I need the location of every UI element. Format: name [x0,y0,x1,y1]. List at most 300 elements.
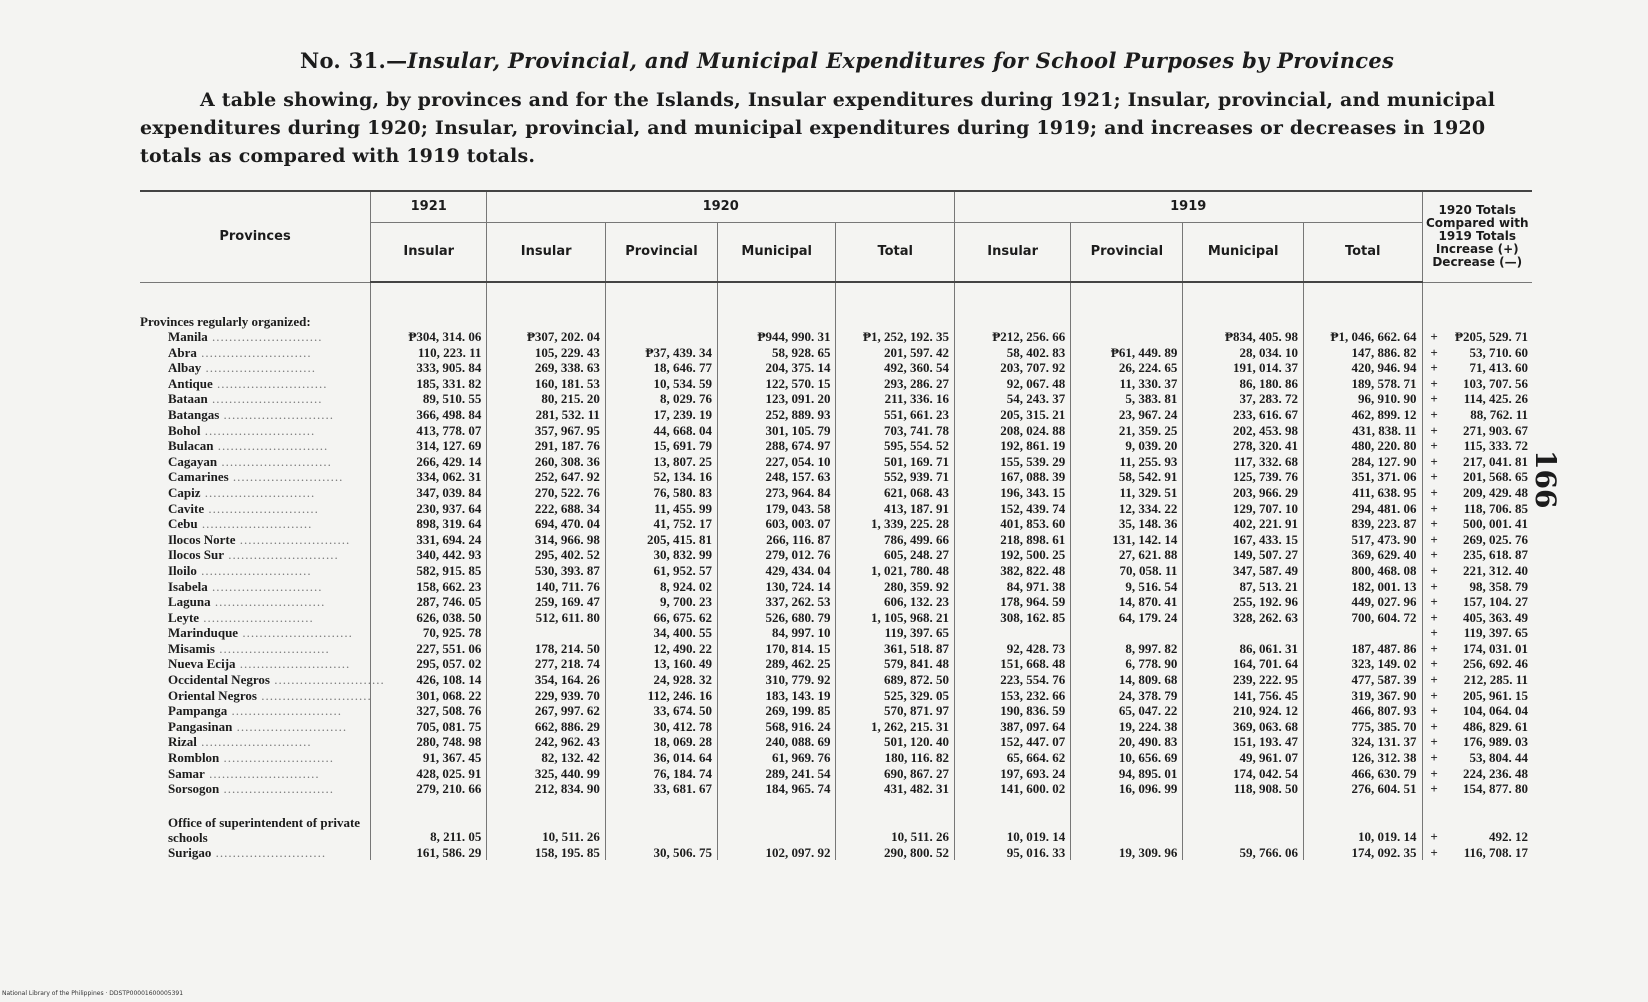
change-amount-cell: 157, 104. 27 [1463,594,1528,610]
change-amount-cell: 217, 041. 81 [1463,453,1528,469]
municipal-1920-cell: 204, 375. 14 [717,360,836,376]
total-1919-cell: 480, 220. 80 [1304,438,1423,454]
provincial-1920-cell: 36, 014. 64 [605,750,717,766]
insular-1920-cell: 178, 214. 50 [487,641,606,657]
insular-1919-cell: 152, 439. 74 [954,501,1070,517]
total-1920-cell: 119, 397. 65 [836,625,955,641]
provincial-1919-cell: 16, 096. 99 [1071,781,1183,797]
municipal-1919-cell: 203, 966. 29 [1183,485,1304,501]
municipal-1920-cell: 603, 003. 07 [717,516,836,532]
province-name [140,797,371,845]
insular-1919-cell: 308, 162. 85 [954,610,1070,626]
total-1920-cell: 690, 867. 27 [836,766,955,782]
table-row [140,625,1532,641]
municipal-1919-cell: 191, 014. 37 [1183,360,1304,376]
change-sign-cell: + [1422,734,1446,750]
insular-1921-cell: ₱304, 314. 06 [371,329,487,345]
province-name-text: Batangas [168,406,220,422]
province-name-text: Nueva Ecija [168,656,236,672]
table-row [140,766,1532,782]
leader-dots: .......................... [196,344,312,360]
province-name-text: Samar [168,765,205,781]
insular-1920-cell: 291, 187. 76 [487,438,606,454]
change-amount-cell: 271, 903. 67 [1463,422,1528,438]
total-1919-cell: 187, 487. 86 [1304,641,1423,657]
header-1919-provincial: Provincial [1071,223,1183,283]
province-name-text: Leyte [168,609,200,625]
provincial-1919-cell: 27, 621. 88 [1071,547,1183,563]
municipal-1920-cell: 227, 054. 10 [717,454,836,470]
change-sign-cell: + [1422,329,1446,345]
table-title [300,48,1394,73]
change-sign-cell: + [1422,516,1446,532]
insular-1921-cell: 110, 223. 11 [371,345,487,361]
table-row [140,501,1532,517]
province-name [140,360,371,376]
total-1920-cell: 501, 120. 40 [836,734,955,750]
insular-1921-cell: 287, 746. 05 [371,594,487,610]
province-name [140,532,371,548]
provincial-1920-cell: 205, 415. 81 [605,532,717,548]
municipal-1920-cell: 568, 916. 24 [717,719,836,735]
insular-1921-cell: 366, 498. 84 [371,407,487,423]
municipal-1919-cell: 167, 433. 15 [1183,532,1304,548]
provincial-1920-cell: 13, 807. 25 [605,454,717,470]
province-name [140,579,371,595]
insular-1920-cell: 512, 611. 80 [487,610,606,626]
municipal-1919-cell: 233, 616. 67 [1183,407,1304,423]
insular-1921-cell: 426, 108. 14 [371,672,487,688]
total-1920-cell: 211, 336. 16 [836,391,955,407]
province-name [140,438,371,454]
table-row [140,781,1532,797]
province-name-text: Cebu [168,516,198,532]
province-name-text: Pampanga [168,703,228,719]
change-amount-cell: 235, 618. 87 [1463,547,1528,563]
province-name [140,734,371,750]
municipal-1919-cell: 59, 766. 06 [1183,845,1304,861]
insular-1921-cell: 185, 331. 82 [371,376,487,392]
municipal-1920-cell: 273, 964. 84 [717,485,836,501]
group-heading-row [140,291,1532,329]
provincial-1920-cell: 10, 534. 59 [605,376,717,392]
insular-1921-cell: 327, 508. 76 [371,703,487,719]
change-amount-cell: 176, 989. 03 [1463,734,1528,750]
municipal-1919-cell: 149, 507. 27 [1183,547,1304,563]
province-name-text: Albay [168,360,202,376]
provincial-1919-cell: 5, 383. 81 [1071,391,1183,407]
provincial-1920-cell: 30, 506. 75 [605,845,717,861]
provincial-1919-cell: 70, 058. 11 [1071,563,1183,579]
table-description: A table showing, by provinces and for the Islands, Insular expenditures during 1921; Insular, provincial, and municipal expenditures during 1920; Insular, provincial, and municipal expenditures during 1919; and increases or decreases in 1920 totals as compared with 1919 totals. [140,89,1496,167]
change-amount-cell: 104, 064. 04 [1463,703,1528,719]
insular-1919-cell: 152, 447. 07 [954,734,1070,750]
province-name-text: Bulacan [168,438,214,454]
province-name-text: Oriental Negros [168,687,257,703]
total-1919-cell: 466, 807. 93 [1304,703,1423,719]
insular-1921-cell: 340, 442. 93 [371,547,487,563]
municipal-1919-cell [1183,797,1304,845]
municipal-1920-cell: 61, 969. 76 [717,750,836,766]
archive-credit: National Library of the Philippines · DDSTP00001600005391 [2,990,184,997]
insular-1921-cell: 347, 039. 84 [371,485,487,501]
table-row [140,547,1532,563]
provincial-1920-cell: 13, 160. 49 [605,656,717,672]
province-name-text: Ilocos Sur [168,547,224,563]
total-1919-cell: 276, 604. 51 [1304,781,1423,797]
table-row [140,719,1532,735]
group-label: Provinces regularly organized: [140,314,311,329]
change-sign-cell: + [1422,376,1446,392]
leader-dots: .......................... [200,422,316,438]
insular-1919-cell: 192, 500. 25 [954,547,1070,563]
header-1921: 1921 [371,191,487,223]
province-name [140,423,371,439]
table-row [140,407,1532,423]
change-sign-cell: + [1422,438,1446,454]
total-1919-cell: 284, 127. 90 [1304,454,1423,470]
municipal-1920-cell: 179, 043. 58 [717,501,836,517]
insular-1919-cell: 382, 822. 48 [954,563,1070,579]
insular-1920-cell: 242, 962. 43 [487,734,606,750]
total-1920-cell: 552, 939. 71 [836,469,955,485]
insular-1921-cell: 314, 127. 69 [371,438,487,454]
municipal-1920-cell: 289, 462. 25 [717,656,836,672]
total-1920-cell: 689, 872. 50 [836,672,955,688]
total-1919-cell: 420, 946. 94 [1304,360,1423,376]
insular-1920-cell: 325, 440. 99 [487,766,606,782]
province-name [140,547,371,563]
spacer-row [140,282,1532,291]
insular-1920-cell: 158, 195. 85 [487,845,606,861]
insular-1919-cell: 203, 707. 92 [954,360,1070,376]
municipal-1920-cell: 84, 997. 10 [717,625,836,641]
province-name [140,469,371,485]
provincial-1919-cell [1071,329,1183,345]
insular-1920-cell: 269, 338. 63 [487,360,606,376]
insular-1920-cell: 357, 967. 95 [487,423,606,439]
provincial-1919-cell: 64, 179. 24 [1071,610,1183,626]
insular-1920-cell: 252, 647. 92 [487,469,606,485]
insular-1921-cell: 70, 925. 78 [371,625,487,641]
total-1920-cell: 605, 248. 27 [836,547,955,563]
leader-dots: .......................... [235,656,351,672]
provincial-1920-cell: 8, 029. 76 [605,391,717,407]
province-name [140,641,371,657]
province-name [140,454,371,470]
insular-1921-cell: 89, 510. 55 [371,391,487,407]
insular-1920-cell: 222, 688. 34 [487,501,606,517]
municipal-1919-cell: 328, 262. 63 [1183,610,1304,626]
change-amount-cell: 114, 425. 26 [1463,391,1528,407]
change-sign-cell: + [1422,391,1446,407]
table-row [140,360,1532,376]
provincial-1920-cell: 61, 952. 57 [605,563,717,579]
insular-1921-cell: 91, 367. 45 [371,750,487,766]
municipal-1919-cell: 202, 453. 98 [1183,423,1304,439]
change-sign-cell: + [1422,845,1446,861]
province-name [140,407,371,423]
table-row [140,516,1532,532]
municipal-1919-cell: 28, 034. 10 [1183,345,1304,361]
provincial-1920-cell: ₱37, 439. 34 [605,345,717,361]
change-sign-cell: + [1422,594,1446,610]
expenditures-table [140,190,1532,860]
change-sign-cell: + [1422,641,1446,657]
total-1920-cell: 595, 554. 52 [836,438,955,454]
total-1920-cell: 492, 360. 54 [836,360,955,376]
table-header [140,191,1532,282]
header-1920-insular: Insular [487,223,606,283]
header-1920: 1920 [487,191,955,223]
insular-1921-cell: 582, 915. 85 [371,563,487,579]
provincial-1920-cell: 11, 455. 99 [605,501,717,517]
insular-1921-cell: 279, 210. 66 [371,781,487,797]
total-1919-cell: 294, 481. 06 [1304,501,1423,517]
change-sign-cell: + [1422,345,1446,361]
insular-1921-cell: 8, 211. 05 [371,797,487,845]
total-1919-cell: 462, 899. 12 [1304,407,1423,423]
change-amount-cell: 209, 429. 48 [1463,484,1528,500]
insular-1919-cell: 151, 668. 48 [954,656,1070,672]
municipal-1920-cell: 123, 091. 20 [717,391,836,407]
municipal-1919-cell: 239, 222. 95 [1183,672,1304,688]
provincial-1920-cell: 24, 928. 32 [605,672,717,688]
change-sign-cell: + [1422,610,1446,626]
change-sign-cell: + [1422,703,1446,719]
header-provinces: Provinces [140,191,371,282]
table-row [140,345,1532,361]
change-amount-cell: 71, 413. 60 [1469,360,1528,376]
insular-1920-cell: 281, 532. 11 [487,407,606,423]
province-name-text: Surigao [168,844,212,860]
provincial-1919-cell: 11, 330. 37 [1071,376,1183,392]
municipal-1919-cell: 278, 320. 41 [1183,438,1304,454]
change-sign-cell: + [1422,485,1446,501]
municipal-1919-cell: 347, 587. 49 [1183,563,1304,579]
table-row [140,594,1532,610]
provincial-1919-cell: 65, 047. 22 [1071,703,1183,719]
municipal-1920-cell: 130, 724. 14 [717,579,836,595]
total-1919-cell: 126, 312. 38 [1304,750,1423,766]
header-1921-insular: Insular [371,223,487,283]
insular-1919-cell: 223, 554. 76 [954,672,1070,688]
leader-dots: .......................... [238,625,353,641]
change-amount-cell: 88, 762. 11 [1470,406,1528,422]
insular-1920-cell: 105, 229. 43 [487,345,606,361]
municipal-1919-cell: 151, 193. 47 [1183,734,1304,750]
insular-1920-cell: 10, 511. 26 [487,797,606,845]
provincial-1920-cell [605,797,717,845]
total-1920-cell: 10, 511. 26 [836,797,955,845]
total-1919-cell: ₱1, 046, 662. 64 [1304,329,1423,345]
table-row [140,563,1532,579]
insular-1921-cell: 227, 551. 06 [371,641,487,657]
provincial-1920-cell: 18, 069. 28 [605,734,717,750]
province-name-text: Sorsogon [168,781,220,797]
municipal-1920-cell: 279, 012. 76 [717,547,836,563]
province-name [140,345,371,361]
insular-1919-cell: 10, 019. 14 [954,797,1070,845]
province-name-text: Iloilo [168,562,197,578]
insular-1919-cell: 190, 836. 59 [954,703,1070,719]
change-sign-cell: + [1422,625,1446,641]
province-name-text: Pangasinan [168,718,233,734]
header-1920-municipal: Municipal [717,223,836,283]
table-row [140,485,1532,501]
change-amount-cell: 118, 706. 85 [1463,500,1528,516]
province-name [140,781,371,797]
table-row [140,329,1532,345]
table-row [140,391,1532,407]
provincial-1919-cell: 14, 809. 68 [1071,672,1183,688]
provincial-1919-cell: 20, 490. 83 [1071,734,1183,750]
insular-1920-cell: 295, 402. 52 [487,547,606,563]
insular-1921-cell: 428, 025. 91 [371,766,487,782]
total-1919-cell: 10, 019. 14 [1304,797,1423,845]
provincial-1919-cell: 23, 967. 24 [1071,407,1183,423]
change-amount-cell: ₱205, 529. 71 [1455,329,1528,344]
provincial-1920-cell: 9, 700. 23 [605,594,717,610]
leader-dots: .......................... [219,406,335,422]
province-name-text: Camarines [168,469,229,485]
municipal-1920-cell: ₱944, 990. 31 [717,329,836,345]
table-row [140,469,1532,485]
leader-dots: .......................... [199,609,314,625]
total-1919-cell: 839, 223. 87 [1304,516,1423,532]
table-row [140,672,1532,688]
provincial-1920-cell: 17, 239. 19 [605,407,717,423]
change-amount-cell: 98, 358. 79 [1469,578,1528,594]
total-1920-cell: 293, 286. 27 [836,376,955,392]
province-name [140,610,371,626]
provincial-1919-cell: 26, 224. 65 [1071,360,1183,376]
total-1920-cell: 501, 169. 71 [836,454,955,470]
insular-1919-cell: 178, 964. 59 [954,594,1070,610]
province-name-text: Isabela [168,578,208,594]
insular-1919-cell: 95, 016. 33 [954,845,1070,861]
leader-dots: .......................... [207,391,323,407]
table-row [140,656,1532,672]
province-name-text: Marinduque [168,625,239,641]
change-sign-cell: + [1422,688,1446,704]
provincial-1919-cell: 58, 542. 91 [1071,469,1183,485]
change-amount-cell: 212, 285. 11 [1463,672,1528,688]
change-amount-cell: 116, 708. 17 [1463,844,1528,860]
leader-dots: .......................... [269,672,385,688]
change-amount-cell: 486, 829. 61 [1463,718,1528,734]
total-1920-cell: 606, 132. 23 [836,594,955,610]
insular-1920-cell: 260, 308. 36 [487,454,606,470]
provincial-1919-cell: 19, 224. 38 [1071,719,1183,735]
total-1919-cell: 323, 149. 02 [1304,656,1423,672]
insular-1919-cell: 387, 097. 64 [954,719,1070,735]
change-amount-cell: 103, 707. 56 [1463,375,1528,391]
province-name-text: Abra [168,344,197,360]
provincial-1919-cell [1071,797,1183,845]
total-1920-cell: 1, 105, 968. 21 [836,610,955,626]
total-1919-cell: 411, 638. 95 [1304,485,1423,501]
municipal-1919-cell [1183,625,1304,641]
province-name [140,672,385,688]
total-1920-cell: 1, 021, 780. 48 [836,563,955,579]
insular-1920-cell: 212, 834. 90 [487,781,606,797]
leader-dots: .......................... [214,640,330,656]
total-1920-cell: 290, 800. 52 [836,845,955,861]
change-sign-cell: + [1422,781,1446,797]
leader-dots: .......................... [223,547,339,563]
insular-1921-cell: 331, 694. 24 [371,532,487,548]
insular-1920-cell: 80, 215. 20 [487,391,606,407]
page-number: 166 [1529,450,1562,509]
table-body [140,282,1532,860]
provincial-1920-cell [605,329,717,345]
table-row [140,376,1532,392]
insular-1919-cell: 208, 024. 88 [954,423,1070,439]
total-1920-cell: 361, 518. 87 [836,641,955,657]
total-1919-cell: 477, 587. 39 [1304,672,1423,688]
insular-1919-cell: 58, 402. 83 [954,345,1070,361]
provincial-1920-cell: 76, 580. 83 [605,485,717,501]
insular-1920-cell: 259, 169. 47 [487,594,606,610]
provincial-1920-cell: 33, 681. 67 [605,781,717,797]
provincial-1919-cell: 11, 255. 93 [1071,454,1183,470]
province-name [140,656,371,672]
insular-1919-cell: 84, 971. 38 [954,579,1070,595]
municipal-1920-cell: 240, 088. 69 [717,734,836,750]
table-row [140,734,1532,750]
change-sign-cell: + [1422,454,1446,470]
province-name-text: Capiz [168,484,201,500]
header-year-row [140,191,1532,223]
provincial-1919-cell: 94, 895. 01 [1071,766,1183,782]
total-1919-cell: 174, 092. 35 [1304,845,1423,861]
provincial-1919-cell: 10, 656. 69 [1071,750,1183,766]
municipal-1920-cell: 183, 143. 19 [717,688,836,704]
table-row [140,454,1532,470]
table-row [140,423,1532,439]
table-row [140,532,1532,548]
change-sign-cell: + [1422,766,1446,782]
header-1920-total: Total [836,223,955,283]
province-name-text: Rizal [168,734,197,750]
change-sign-cell: + [1422,547,1446,563]
header-1919-municipal: Municipal [1183,223,1304,283]
municipal-1919-cell: ₱834, 405. 98 [1183,329,1304,345]
change-sign-cell: + [1422,656,1446,672]
total-1919-cell: 147, 886. 82 [1304,345,1423,361]
municipal-1920-cell: 252, 889. 93 [717,407,836,423]
total-1919-cell: 775, 385. 70 [1304,719,1423,735]
province-name [140,501,371,517]
total-1920-cell: 280, 359. 92 [836,579,955,595]
provincial-1919-cell [1071,625,1183,641]
insular-1921-cell: 158, 662. 23 [371,579,487,595]
table-row [140,579,1532,595]
insular-1919-cell: 218, 898. 61 [954,532,1070,548]
table-row [140,797,1532,845]
insular-1920-cell: 662, 886. 29 [487,719,606,735]
provincial-1919-cell: 12, 334. 22 [1071,501,1183,517]
total-1919-cell: 319, 367. 90 [1304,688,1423,704]
municipal-1919-cell: 86, 061. 31 [1183,641,1304,657]
provincial-1920-cell: 8, 924. 02 [605,579,717,595]
change-sign-cell: + [1422,532,1446,548]
total-1919-cell: 351, 371. 06 [1304,469,1423,485]
total-1919-cell: 800, 468. 08 [1304,563,1423,579]
leader-dots: .......................... [201,360,316,376]
municipal-1920-cell: 122, 570. 15 [717,376,836,392]
